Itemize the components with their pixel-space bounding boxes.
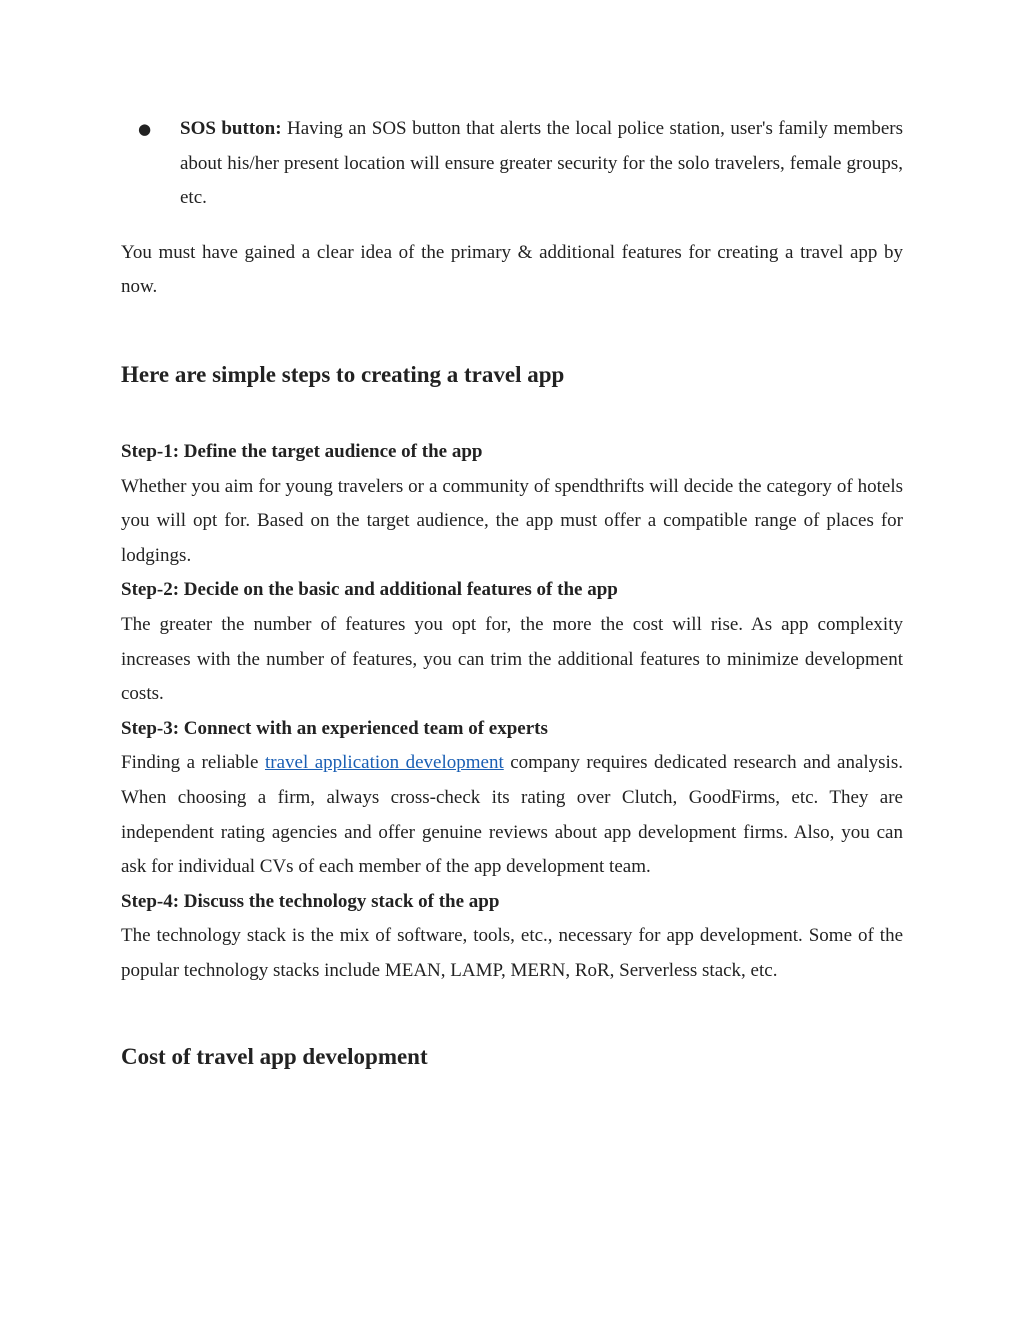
sos-bullet-text: Having an SOS button that alerts the local police station, user's family members about his/her present location will ensure greater security for the solo travelers, female groups, etc.: [180, 118, 903, 209]
step-3-title: Step-3: Connect with an experienced team of experts: [121, 717, 548, 739]
step-1-title: Step-1: Define the target audience of the app: [121, 440, 483, 462]
travel-app-development-link[interactable]: travel application development: [264, 752, 504, 774]
step-3-body: [121, 746, 903, 884]
step-3-body-before: Finding a reliable: [121, 752, 265, 774]
sos-bullet-item: [121, 112, 903, 216]
document-page: [121, 112, 903, 1074]
step-4-body: The technology stack is the mix of software, tools, etc., necessary for app development. Some of the popular technology stacks include MEAN, LAMP, MERN, RoR, Serverless stack, etc.: [121, 925, 903, 981]
cost-section-heading: Cost of travel app development: [121, 1044, 428, 1070]
step-2-title: Step-2: Decide on the basic and additional features of the app: [121, 579, 618, 601]
step-2-body: The greater the number of features you opt for, the more the cost will rise. As app complexity increases with the number of features, you can trim the additional features to minimize development costs.: [121, 613, 903, 705]
sos-bullet-label: SOS button:: [180, 118, 282, 139]
step-4-title: Step-4: Discuss the technology stack of the app: [121, 890, 500, 912]
intro-paragraph: You must have gained a clear idea of the primary & additional features for creating a travel app by now.: [121, 241, 903, 298]
step-1-body: Whether you aim for young travelers or a community of spendthrifts will decide the category of hotels you will opt for. Based on the target audience, the app must offer a compatible range of places for lodgings.: [121, 475, 903, 566]
step-3-body-after: company requires dedicated research and analysis. When choosing a firm, always cross-check its rating over Clutch, GoodFirms, etc. They are independent rating agencies and offer genuine reviews about app development firms. Also, you can ask for individual CVs of each member of the app development team.: [121, 752, 903, 878]
bullet-dot-icon: ●: [138, 120, 152, 138]
steps-section-heading: Here are simple steps to creating a travel app: [121, 361, 565, 387]
